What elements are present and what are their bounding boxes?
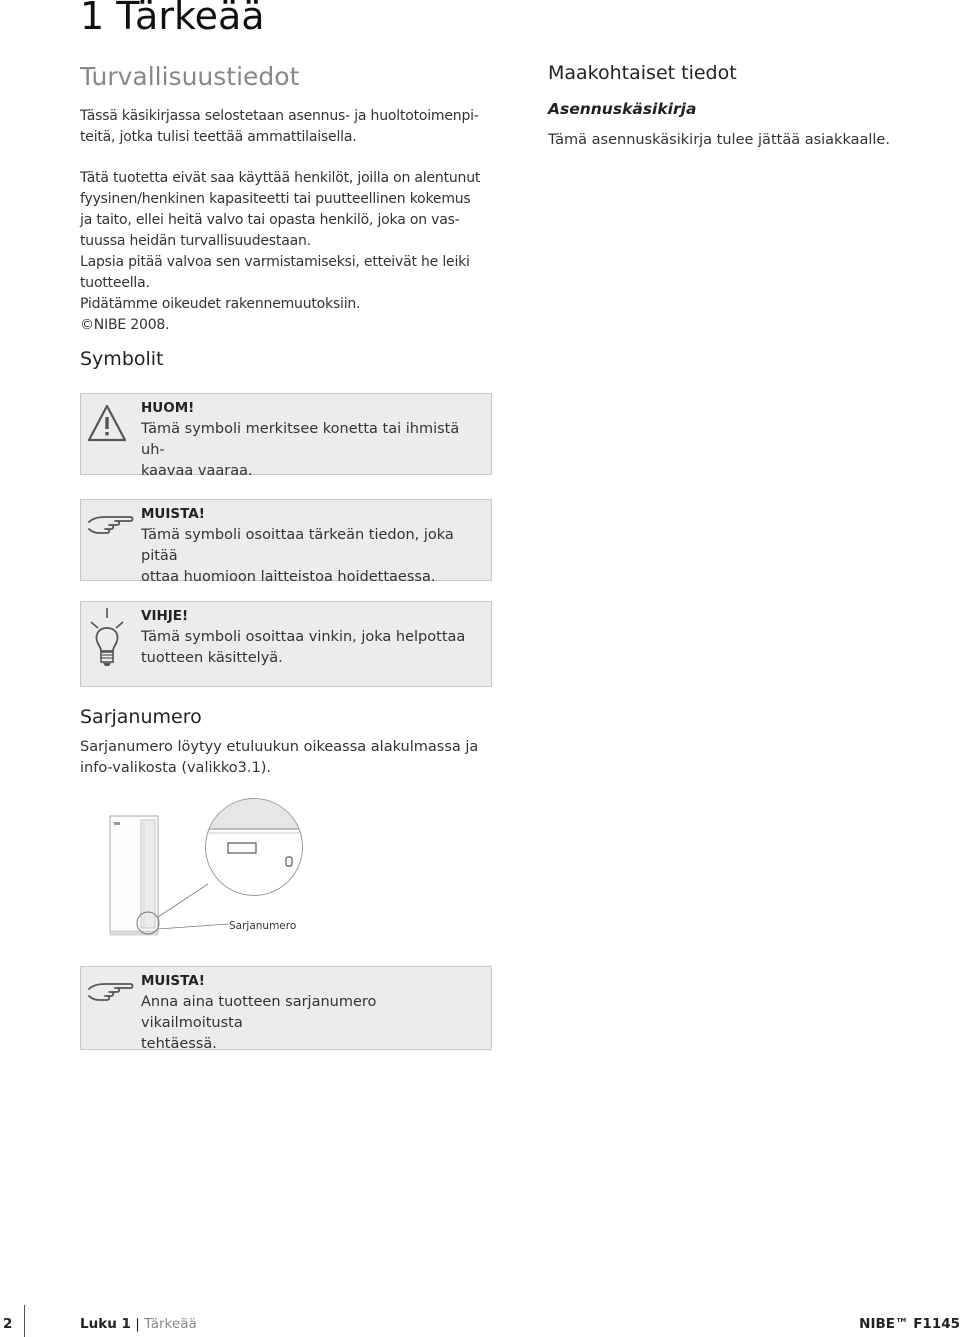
serial-text xyxy=(80,737,510,779)
tip-text xyxy=(141,627,477,669)
safety-paragraph-2 xyxy=(80,168,500,252)
country-heading: Maakohtaiset tiedot xyxy=(548,62,737,84)
serial-line: Sarjanumero löytyy etuluukun oikeassa alakulmassa ja xyxy=(80,739,479,755)
warning-text xyxy=(141,419,477,482)
serial-figure-label: Sarjanumero xyxy=(229,920,297,932)
safety-heading: Turvallisuustiedot xyxy=(80,62,300,91)
serial-note-text xyxy=(141,992,477,1055)
safety-p1-line: Tässä käsikirjassa selostetaan asennus- ja huoltotoimenpi- xyxy=(80,108,479,124)
remember-label: MUISTA! xyxy=(141,506,205,522)
tip-label: VIHJE! xyxy=(141,608,189,624)
serial-note-content xyxy=(141,973,477,1055)
footer-chapter-label: Luku 1 xyxy=(80,1316,131,1332)
safety-p1-line: teitä, jotka tulisi teettää ammattilaisella. xyxy=(80,129,357,145)
tip-content xyxy=(141,608,477,669)
serial-line: info-valikosta (valikko3.1). xyxy=(80,760,271,776)
remember-content xyxy=(141,506,477,588)
chapter-title: 1 Tärkeää xyxy=(80,0,265,38)
safety-p2-line: Tätä tuotetta eivät saa käyttää henkilöt, joilla on alentunut xyxy=(80,170,481,186)
safety-paragraph-4: Pidätämme oikeudet rakennemuutoksiin. xyxy=(80,296,361,312)
safety-paragraph-3 xyxy=(80,252,500,294)
footer-separator: | xyxy=(135,1316,140,1332)
footer-chapter-name: Tärkeää xyxy=(144,1316,197,1332)
manual-subheading: Asennuskäsikirja xyxy=(548,100,697,118)
remember-line: Tämä symboli osoittaa tärkeän tiedon, joka pitää xyxy=(141,527,454,564)
safety-p2-line: ja taito, ellei heitä valvo tai opasta henkilö, joka on vas- xyxy=(80,212,460,228)
safety-paragraph-1 xyxy=(80,106,500,148)
warning-content xyxy=(141,400,477,482)
safety-p2-line: fyysinen/henkinen kapasiteetti tai puutteellinen kokemus xyxy=(80,191,471,207)
warning-line: Tämä symboli merkitsee konetta tai ihmistä uh- xyxy=(141,421,460,458)
copyright: ©NIBE 2008. xyxy=(80,317,170,333)
footer-chapter xyxy=(80,1316,197,1332)
serial-detail-drawing xyxy=(206,799,302,895)
footer-product: NIBE™ F1145 xyxy=(859,1316,960,1332)
warning-label: HUOM! xyxy=(141,400,195,416)
remember-line: ottaa huomioon laitteistoa hoidettaessa. xyxy=(141,569,436,585)
serial-note-label: MUISTA! xyxy=(141,973,205,989)
safety-p2-line: tuussa heidän turvallisuudestaan. xyxy=(80,233,311,249)
manual-text: Tämä asennuskäsikirja tulee jättää asiakkaalle. xyxy=(548,132,890,148)
warning-line: kaavaa vaaraa. xyxy=(141,463,253,479)
serial-detail-zoom xyxy=(205,798,303,896)
remember-box xyxy=(80,499,492,585)
safety-p3-line: Lapsia pitää valvoa sen varmistamiseksi, etteivät he leiki xyxy=(80,254,470,270)
serial-note-box xyxy=(80,966,492,1050)
tip-line: tuotteen käsittelyä. xyxy=(141,650,283,666)
page-number: 2 xyxy=(3,1316,13,1332)
footer-divider xyxy=(24,1305,25,1337)
pointing-hand-icon xyxy=(87,512,135,542)
serial-note-line: Anna aina tuotteen sarjanumero vikailmoitusta xyxy=(141,994,377,1031)
pointing-hand-icon xyxy=(87,979,135,1009)
serial-heading: Sarjanumero xyxy=(80,706,202,728)
serial-note-line: tehtäessä. xyxy=(141,1036,217,1052)
symbols-heading: Symbolit xyxy=(80,348,164,370)
safety-p3-line: tuotteella. xyxy=(80,275,150,291)
tip-line: Tämä symboli osoittaa vinkin, joka helpottaa xyxy=(141,629,466,645)
warning-triangle-icon xyxy=(87,404,127,446)
warning-box xyxy=(80,393,492,479)
remember-text xyxy=(141,525,477,588)
lightbulb-icon xyxy=(87,606,131,674)
tip-box xyxy=(80,601,492,687)
safety-text xyxy=(80,106,500,336)
